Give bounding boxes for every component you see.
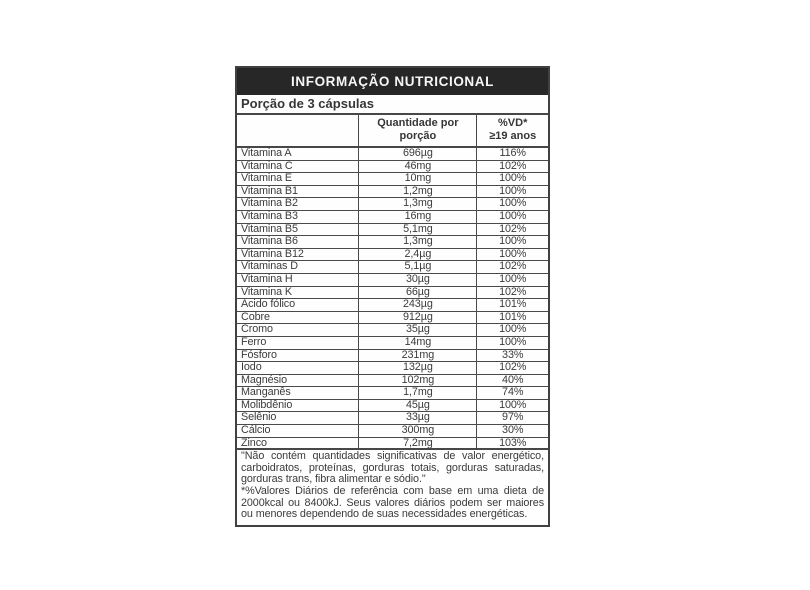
nutrient-quantity: 300mg (358, 425, 476, 437)
nutrient-quantity: 14mg (358, 337, 476, 349)
nutrient-quantity: 1,3mg (358, 198, 476, 210)
table-row (237, 274, 548, 287)
nutrient-daily-value: 101% (476, 299, 548, 311)
column-header-daily-value: %VD* ≥19 anos (476, 115, 548, 146)
nutrient-quantity: 132µg (358, 362, 476, 374)
nutrient-name: Fósforo (241, 349, 277, 361)
nutrition-facts-table (235, 66, 550, 527)
nutrient-name: Vitamina B6 (241, 236, 298, 248)
table-title: INFORMAÇÃO NUTRICIONAL (237, 68, 548, 95)
nutrient-name: Iodo (241, 362, 262, 374)
nutrient-name: Vitamina K (241, 286, 293, 298)
nutrient-quantity: 5,1µg (358, 261, 476, 273)
serving-size: Porção de 3 cápsulas (237, 95, 548, 115)
table-row (237, 148, 548, 161)
nutrient-name: Ferro (241, 336, 267, 348)
nutrient-daily-value: 102% (476, 362, 548, 374)
footnotes (237, 450, 548, 525)
nutrient-daily-value: 102% (476, 161, 548, 173)
column-header-nutrient (237, 115, 358, 146)
table-row (237, 324, 548, 337)
nutrient-daily-value: 103% (476, 438, 548, 449)
table-row (237, 249, 548, 262)
nutrient-quantity: 696µg (358, 148, 476, 160)
nutrient-name: Vitamina B2 (241, 198, 298, 210)
nutrient-quantity: 2,4µg (358, 249, 476, 261)
table-row (237, 337, 548, 350)
table-row (237, 161, 548, 174)
nutrient-daily-value: 100% (476, 186, 548, 198)
nutrient-name: Ácido fólico (241, 299, 296, 311)
nutrient-daily-value: 40% (476, 375, 548, 387)
nutrient-quantity: 1,3mg (358, 236, 476, 248)
nutrient-quantity: 10mg (358, 173, 476, 185)
nutrient-quantity: 231mg (358, 350, 476, 362)
nutrient-name: Vitamina A (241, 148, 292, 159)
nutrient-quantity: 912µg (358, 312, 476, 324)
nutrient-daily-value: 101% (476, 312, 548, 324)
table-row (237, 186, 548, 199)
column-header-quantity: Quantidade por porção (358, 115, 476, 146)
nutrient-rows (237, 148, 548, 450)
nutrient-name: Vitamina E (241, 173, 293, 185)
table-row (237, 261, 548, 274)
nutrient-daily-value: 102% (476, 261, 548, 273)
nutrient-quantity: 45µg (358, 400, 476, 412)
table-row (237, 412, 548, 425)
table-row (237, 299, 548, 312)
nutrient-quantity: 102mg (358, 375, 476, 387)
nutrient-quantity: 46mg (358, 161, 476, 173)
nutrient-quantity: 7,2mg (358, 438, 476, 449)
nutrient-daily-value: 102% (476, 224, 548, 236)
nutrient-daily-value: 100% (476, 173, 548, 185)
nutrient-daily-value: 100% (476, 211, 548, 223)
table-row (237, 173, 548, 186)
nutrient-quantity: 35µg (358, 324, 476, 336)
nutrient-daily-value: 33% (476, 350, 548, 362)
table-row (237, 287, 548, 300)
nutrient-name: Vitamina H (241, 273, 293, 285)
table-row (237, 387, 548, 400)
nutrient-daily-value: 97% (476, 412, 548, 424)
nutrient-name: Vitamina B3 (241, 210, 298, 222)
nutrient-name: Vitamina B1 (241, 185, 298, 197)
nutrient-quantity: 1,2mg (358, 186, 476, 198)
nutrient-name: Cromo (241, 324, 273, 336)
nutrient-name: Cobre (241, 311, 270, 323)
table-row (237, 312, 548, 325)
nutrient-daily-value: 74% (476, 387, 548, 399)
table-row (237, 425, 548, 438)
nutrient-name: Vitamina B12 (241, 248, 304, 260)
table-row (237, 438, 548, 451)
nutrient-name: Molibdênio (241, 399, 293, 411)
table-row (237, 211, 548, 224)
table-row (237, 236, 548, 249)
nutrient-quantity: 5,1mg (358, 224, 476, 236)
nutrient-daily-value: 100% (476, 337, 548, 349)
nutrient-name: Vitamina C (241, 160, 293, 172)
table-row (237, 362, 548, 375)
footnote-no-significant-amounts: "Não contém quantidades significativas de valor energético, carboidratos, proteínas, gorduras totais, gorduras saturadas, gorduras trans, fibra alimentar e sódio." (241, 450, 544, 486)
nutrient-quantity: 16mg (358, 211, 476, 223)
nutrient-daily-value: 100% (476, 400, 548, 412)
nutrient-daily-value: 100% (476, 249, 548, 261)
nutrient-name: Vitamina B5 (241, 223, 298, 235)
nutrient-daily-value: 116% (476, 148, 548, 160)
table-row (237, 375, 548, 388)
nutrient-name: Cálcio (241, 425, 271, 437)
nutrient-name: Selênio (241, 412, 277, 424)
nutrient-daily-value: 100% (476, 236, 548, 248)
nutrient-daily-value: 100% (476, 198, 548, 210)
nutrient-name: Magnésio (241, 374, 288, 386)
nutrient-quantity: 66µg (358, 287, 476, 299)
nutrient-quantity: 30µg (358, 274, 476, 286)
table-row (237, 400, 548, 413)
nutrient-quantity: 243µg (358, 299, 476, 311)
nutrient-daily-value: 102% (476, 287, 548, 299)
nutrient-name: Vitaminas D (241, 261, 298, 273)
nutrient-daily-value: 30% (476, 425, 548, 437)
nutrient-quantity: 1,7mg (358, 387, 476, 399)
table-row (237, 350, 548, 363)
nutrient-daily-value: 100% (476, 324, 548, 336)
footnote-daily-values-reference: *%Valores Diários de referência com base em uma dieta de 2000kcal ou 8400kJ. Seus valores diários podem ser maiores ou menores dependendo de suas necessidades energéticas. (241, 485, 544, 521)
table-row (237, 224, 548, 237)
table-row (237, 198, 548, 211)
column-header-row (237, 115, 548, 148)
nutrient-name: Manganês (241, 387, 291, 399)
nutrient-daily-value: 100% (476, 274, 548, 286)
nutrient-name: Zinco (241, 437, 267, 449)
nutrient-quantity: 33µg (358, 412, 476, 424)
